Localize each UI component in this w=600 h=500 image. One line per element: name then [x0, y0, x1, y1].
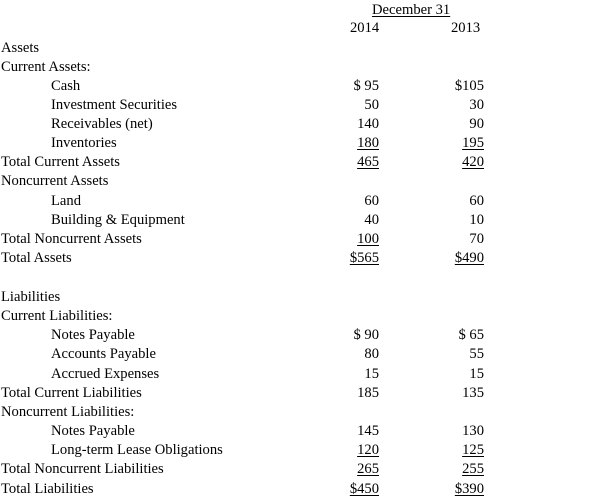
value-2013: 195: [462, 135, 484, 151]
value-2013: 10: [461, 212, 484, 229]
value-2014: 265: [357, 461, 379, 477]
table-row: [0, 173, 600, 192]
value-2014: 120: [357, 442, 379, 458]
table-row: [0, 116, 600, 135]
value-2013: $105: [454, 78, 484, 94]
value-2013: 55: [469, 346, 484, 362]
table-row: [0, 423, 600, 442]
row-label: Investment Securities: [51, 97, 178, 113]
table-row: [0, 461, 600, 480]
value-2014: $ 95: [353, 78, 379, 94]
value-2014: 465: [357, 154, 379, 170]
value-2014: $ 90: [353, 327, 379, 343]
value-2013: 90: [469, 116, 484, 132]
table-row: [0, 404, 600, 423]
date-header: December 31: [372, 2, 451, 18]
row-label: Land: [51, 193, 81, 209]
year-2014-header: 2014: [350, 20, 380, 36]
value-2014: 50: [364, 97, 379, 113]
value-2014: 60: [364, 193, 379, 209]
value-2014: 100: [357, 231, 379, 247]
table-row: [0, 193, 600, 212]
row-label: Receivables (net): [51, 116, 153, 132]
value-2013: 130: [462, 423, 484, 439]
row-label: Total Noncurrent Liabilities: [1, 461, 164, 477]
value-2014: 185: [357, 385, 379, 401]
row-label: Total Current Assets: [1, 154, 120, 170]
value-2014: $450: [349, 481, 379, 497]
table-row: [0, 481, 600, 500]
table-row: [0, 40, 600, 59]
value-2014: 80: [364, 346, 379, 362]
row-label: Liabilities: [1, 289, 61, 305]
value-2013: 30: [469, 97, 484, 113]
row-label: Accrued Expenses: [51, 366, 160, 382]
row-label: Total Noncurrent Assets: [1, 231, 142, 247]
value-2013: 60: [469, 193, 484, 209]
table-row: [0, 308, 600, 327]
table-row: [0, 212, 600, 231]
table-row: [0, 346, 600, 365]
row-label: Assets: [1, 40, 40, 56]
value-2013: 420: [462, 154, 484, 170]
row-label: Noncurrent Assets: [1, 173, 109, 189]
value-2014: $565: [349, 250, 379, 266]
table-row: [0, 289, 600, 308]
row-label: Building & Equipment: [51, 212, 185, 228]
table-row: [0, 366, 600, 385]
table-row: [0, 78, 600, 97]
value-2013: 15: [461, 366, 484, 383]
row-label: Notes Payable: [51, 327, 135, 343]
row-label: Cash: [51, 78, 81, 94]
value-2013: 125: [462, 442, 484, 458]
row-label: Total Current Liabilities: [1, 385, 142, 401]
value-2014: 15: [356, 366, 379, 383]
value-2013: 255: [462, 461, 484, 477]
value-2013: 135: [462, 385, 484, 401]
value-2014: 140: [357, 116, 379, 132]
table-row: [0, 59, 600, 78]
value-2013: 70: [461, 231, 484, 248]
value-2014: 180: [357, 135, 379, 151]
table-row: [0, 135, 600, 154]
table-row: [0, 442, 600, 461]
row-label: Notes Payable: [51, 423, 135, 439]
value-2014: 145: [357, 423, 379, 439]
value-2013: $ 65: [458, 327, 484, 343]
table-row: [0, 97, 600, 116]
value-2014: 40: [352, 212, 379, 229]
row-label: Total Liabilities: [1, 481, 94, 497]
row-label: Current Liabilities:: [1, 308, 113, 324]
table-row: [0, 385, 600, 404]
value-2013: $490: [454, 250, 484, 266]
year-2013-header: 2013: [451, 20, 481, 36]
table-row: [0, 231, 600, 250]
row-label: Current Assets:: [1, 59, 91, 75]
row-label: Total Assets: [1, 250, 72, 266]
value-2013: $390: [454, 481, 484, 497]
row-label: Long-term Lease Obligations: [51, 442, 223, 458]
row-label: Accounts Payable: [51, 346, 156, 362]
table-row: [0, 154, 600, 173]
row-label: Noncurrent Liabilities:: [1, 404, 135, 420]
row-label: Inventories: [51, 135, 117, 151]
table-row: [0, 327, 600, 346]
table-row: [0, 250, 600, 269]
